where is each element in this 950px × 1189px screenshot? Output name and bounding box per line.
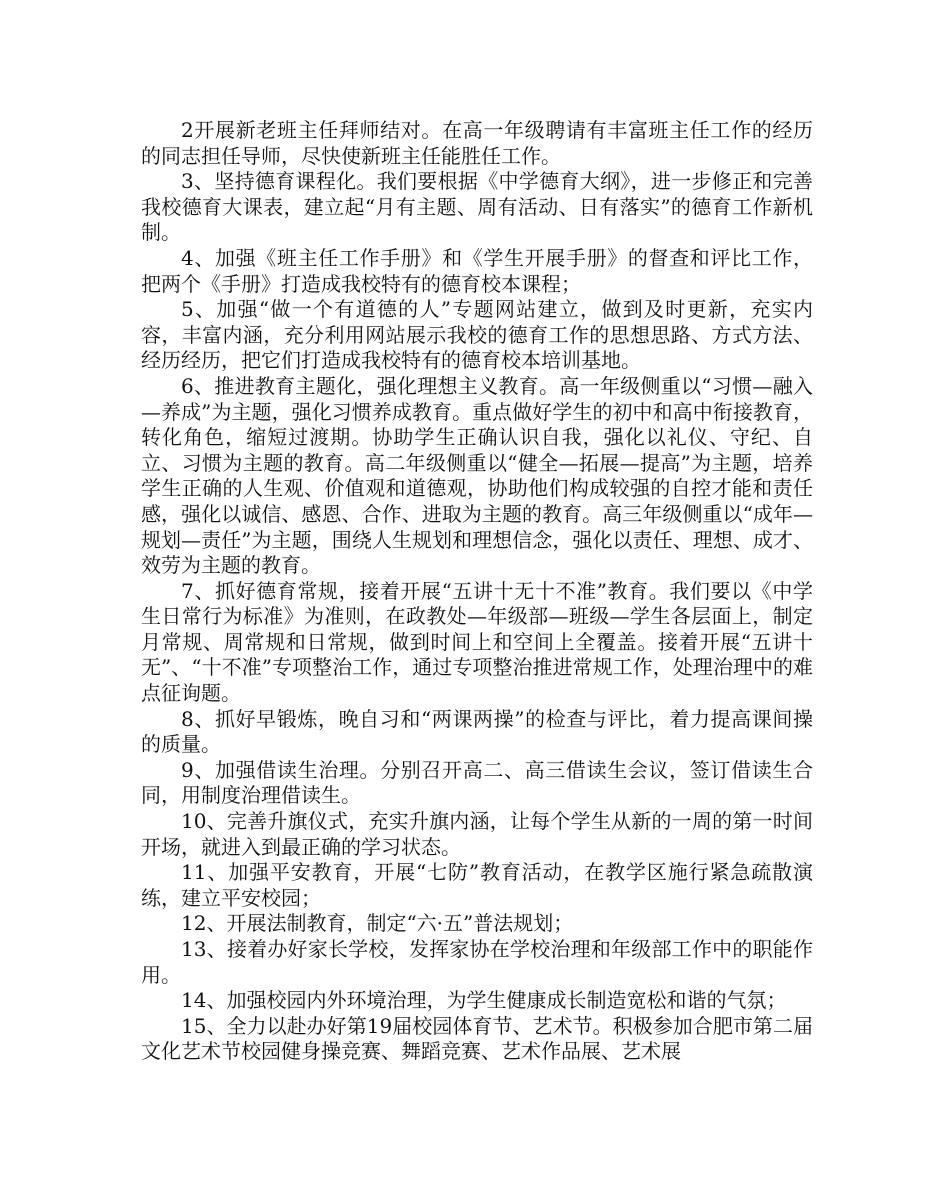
paragraph-item-10: 10、完善升旗仪式，充实升旗内涵，让每个学生从新的一周的第一时间开场，就进入到最正确的学习状态。 bbox=[141, 809, 813, 859]
document-body bbox=[141, 118, 813, 1065]
paragraph-item-2: 2开展新老班主任拜师结对。在高一年级聘请有丰富班主任工作的经历的同志担任导师，尽快使新班主任能胜任工作。 bbox=[141, 118, 813, 168]
paragraph-item-13: 13、接着办好家长学校，发挥家协在学校治理和年级部工作中的职能作用。 bbox=[141, 937, 813, 987]
paragraph-item-6: 6、推进教育主题化，强化理想主义教育。高一年级侧重以“习惯—融入—养成”为主题，强化习惯养成教育。重点做好学生的初中和高中衔接教育，转化角色，缩短过渡期。协助学生正确认识自我，强化以礼仪、守纪、自立、习惯为主题的教育。高二年级侧重以“健全—拓展—提高”为主题，培养学生正确的人生观、价值观和道德观，协助他们构成较强的自控才能和责任感，强化以诚信、感恩、合作、进取为主题的教育。高三年级侧重以“成年—规划—责任”为主题，围绕人生规划和理想信念，强化以责任、理想、成才、效劳为主题的教育。 bbox=[141, 373, 813, 578]
paragraph-item-11: 11、加强平安教育，开展“七防”教育活动，在教学区施行紧急疏散演练，建立平安校园； bbox=[141, 860, 813, 910]
paragraph-item-9: 9、加强借读生治理。分别召开高二、高三借读生会议，签订借读生合同，用制度治理借读生。 bbox=[141, 757, 813, 808]
paragraph-item-15: 15、全力以赴办好第19届校园体育节、艺术节。积极参加合肥市第二届文化艺术节校园健身操竞赛、舞蹈竞赛、艺术作品展、艺术展 bbox=[141, 1013, 813, 1064]
paragraph-item-3: 3、坚持德育课程化。我们要根据《中学德育大纲》，进一步修正和完善我校德育大课表，建立起“月有主题、周有活动、日有落实”的德育工作新机制。 bbox=[141, 169, 813, 245]
paragraph-item-14: 14、加强校园内外环境治理，为学生健康成长制造宽松和谐的气氛； bbox=[181, 988, 787, 1013]
paragraph-item-8: 8、抓好早锻炼，晚自习和“两课两操”的检查与评比，着力提高课间操的质量。 bbox=[141, 706, 813, 757]
paragraph-item-4: 4、加强《班主任工作手册》和《学生开展手册》的督查和评比工作，把两个《手册》打造成我校特有的德育校本课程； bbox=[141, 245, 813, 296]
paragraph-item-12: 12、开展法制教育，制定“六·五”普法规划； bbox=[181, 911, 574, 936]
paragraph-item-7: 7、抓好德育常规，接着开展“五讲十无十不准”教育。我们要以《中学生日常行为标准》为准则，在政教处—年级部—班级—学生各层面上，制定月常规、周常规和日常规，做到时间上和空间上全覆盖。接着开展“五讲十无”、“十不准”专项整治工作，通过专项整治推进常规工作，处理治理中的难点征询题。 bbox=[141, 578, 813, 706]
paragraph-item-5: 5、加强“做一个有道德的人”专题网站建立，做到及时更新，充实内容，丰富内涵，充分利用网站展示我校的德育工作的思想思路、方式方法、经历经历，把它们打造成我校特有的德育校本培训基地。 bbox=[141, 297, 813, 373]
